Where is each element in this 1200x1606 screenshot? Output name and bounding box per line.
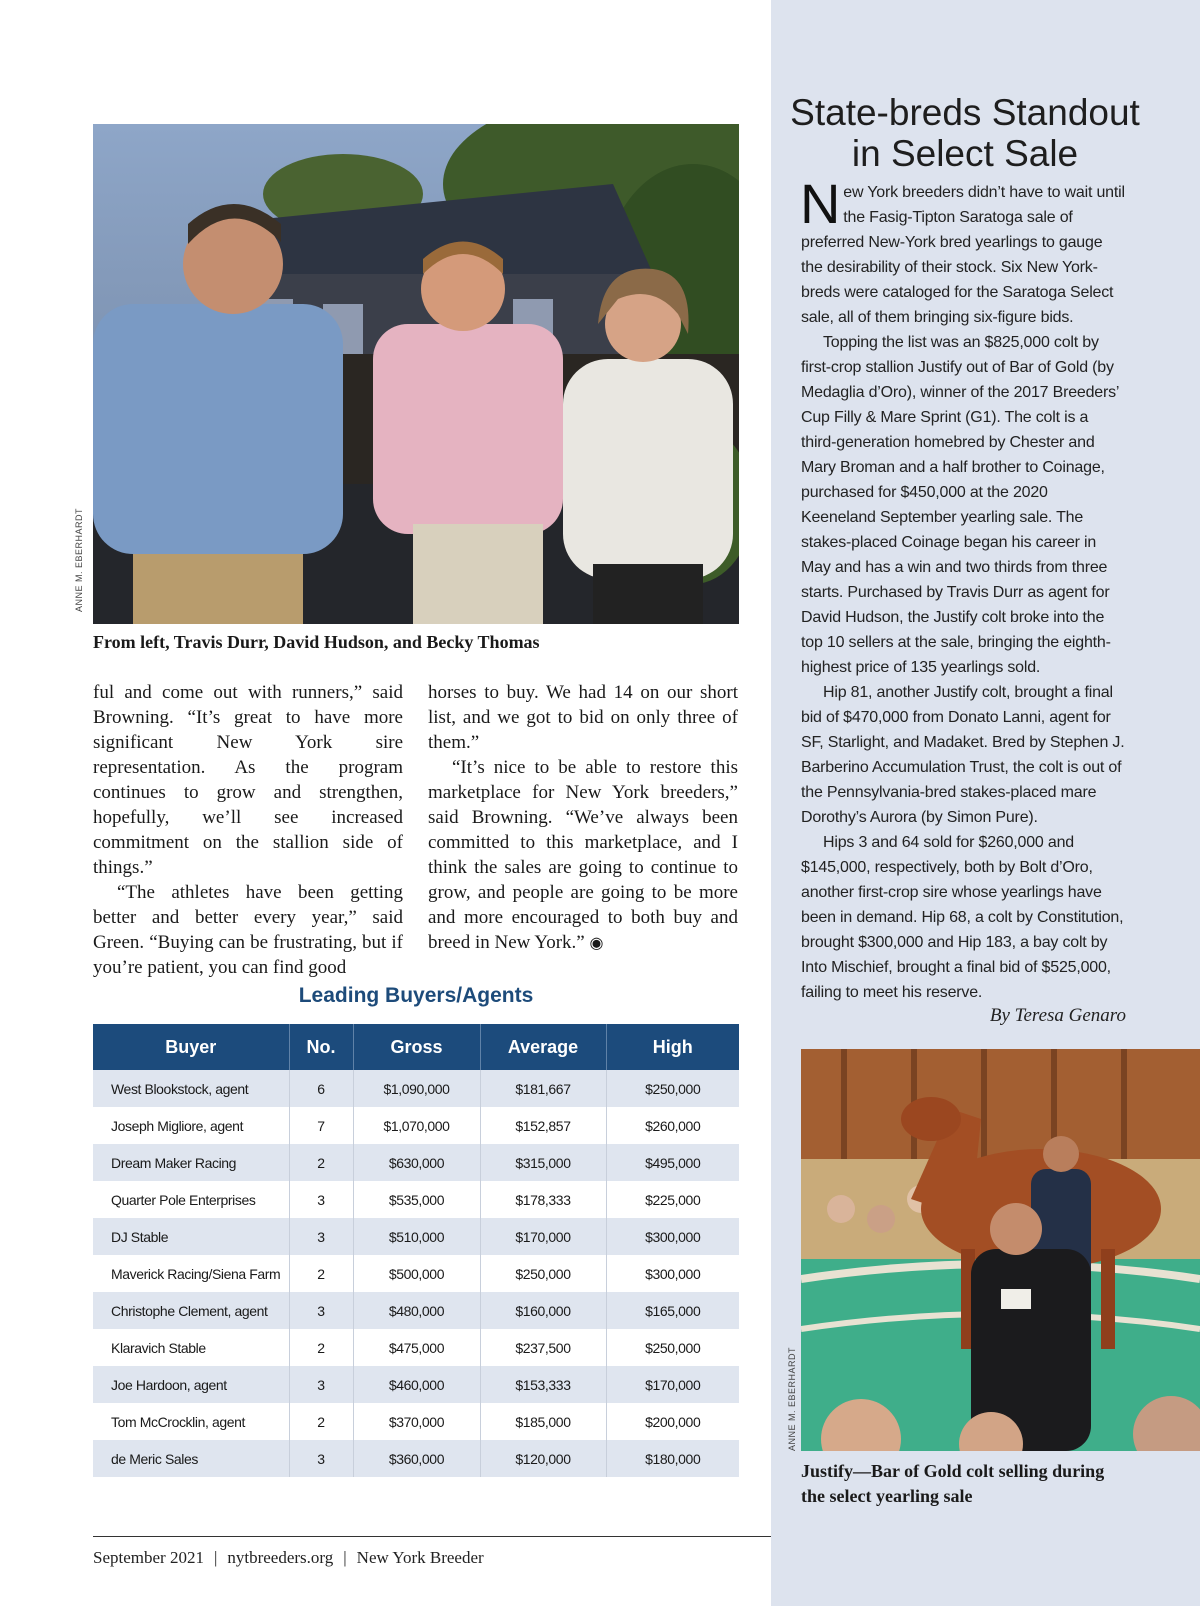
cell-average: $170,000: [480, 1218, 606, 1255]
header-average: Average: [480, 1024, 606, 1070]
cell-average: $237,500: [480, 1329, 606, 1366]
article-column-2: [428, 680, 738, 956]
table-row: [93, 1144, 739, 1181]
photo1-credit: ANNE M. EBERHARDT: [74, 507, 84, 612]
byline: By Teresa Genaro: [989, 1005, 1126, 1026]
cell-high: $180,000: [606, 1440, 739, 1477]
cell-no: 7: [289, 1107, 353, 1144]
table-row: [93, 1366, 739, 1403]
table-row: [93, 1403, 739, 1440]
page-footer: September 2021 | nytbreeders.org | New York Breeder: [93, 1548, 484, 1567]
cell-average: $181,667: [480, 1070, 606, 1107]
cell-no: 6: [289, 1070, 353, 1107]
table-row: [93, 1181, 739, 1218]
footer-site-link[interactable]: nytbreeders.org: [227, 1548, 334, 1567]
cell-gross: $1,070,000: [353, 1107, 480, 1144]
cell-high: $250,000: [606, 1329, 739, 1366]
cell-buyer: Christophe Clement, agent: [93, 1292, 289, 1329]
photo2-caption: Justify—Bar of Gold colt selling during the select yearling sale: [801, 1461, 1105, 1506]
table-row: [93, 1070, 739, 1107]
sidebar-title: State-breds Standout in Select Sale: [790, 92, 1140, 174]
cell-average: $153,333: [480, 1366, 606, 1403]
cell-average: $185,000: [480, 1403, 606, 1440]
cell-gross: $360,000: [353, 1440, 480, 1477]
photo2-credit: ANNE M. EBERHARDT: [787, 1346, 797, 1451]
photo1-caption: From left, Travis Durr, David Hudson, and Becky Thomas: [93, 632, 540, 652]
cell-average: $250,000: [480, 1255, 606, 1292]
footer-publication: New York Breeder: [356, 1548, 484, 1567]
cell-gross: $510,000: [353, 1218, 480, 1255]
sidebar-paragraph: New York breeders didn’t have to wait until the Fasig-Tipton Saratoga sale of preferred New-York bred yearlings to gauge the desirability of their stock. Six New York-breds were cataloged for the Saratoga Select sale, all of them bringing six-figure bids.: [800, 172, 1125, 326]
photo-durr-hudson-thomas: [93, 124, 739, 624]
footer-date: September 2021: [93, 1548, 204, 1567]
article-column-1: [93, 680, 403, 980]
end-mark-icon: ◉: [589, 935, 604, 952]
cell-high: $495,000: [606, 1144, 739, 1181]
col2-paragraph: horses to buy. We had 14 on our short list, and we got to bid on only three of them.”: [428, 682, 738, 753]
cell-buyer: de Meric Sales: [93, 1440, 289, 1477]
leading-buyers-table: [93, 1024, 739, 1477]
cell-buyer: Tom McCrocklin, agent: [93, 1403, 289, 1440]
col2-paragraph: “It’s nice to be able to restore this marketplace for New York breeders,” said Browning. “We’ve always been committed to this marketplace, and I think the sales are going to continue to grow, and people are going to be more and more encouraged to both buy and breed in New York.” ◉: [428, 757, 738, 953]
cell-no: 2: [289, 1144, 353, 1181]
cell-high: $260,000: [606, 1107, 739, 1144]
cell-high: $200,000: [606, 1403, 739, 1440]
cell-buyer: Joe Hardoon, agent: [93, 1366, 289, 1403]
cell-no: 3: [289, 1181, 353, 1218]
cell-gross: $460,000: [353, 1366, 480, 1403]
cell-average: $178,333: [480, 1181, 606, 1218]
table-title: Leading Buyers/Agents: [298, 984, 534, 1007]
cell-no: 3: [289, 1292, 353, 1329]
table-row: [93, 1255, 739, 1292]
cell-gross: $1,090,000: [353, 1070, 480, 1107]
cell-high: $170,000: [606, 1366, 739, 1403]
cell-average: $120,000: [480, 1440, 606, 1477]
table-header-row: [93, 1024, 739, 1070]
cell-high: $225,000: [606, 1181, 739, 1218]
cell-buyer: West Blookstock, agent: [93, 1070, 289, 1107]
table-row: [93, 1440, 739, 1477]
cell-no: 3: [289, 1218, 353, 1255]
cell-average: $152,857: [480, 1107, 606, 1144]
cell-buyer: Maverick Racing/Siena Farm: [93, 1255, 289, 1292]
cell-buyer: DJ Stable: [93, 1218, 289, 1255]
drop-cap: N: [800, 172, 841, 235]
cell-gross: $535,000: [353, 1181, 480, 1218]
cell-no: 2: [289, 1403, 353, 1440]
table-row: [93, 1107, 739, 1144]
photo2-illustration: [801, 1049, 1200, 1451]
photo-justify-colt-sale: [801, 1049, 1200, 1451]
cell-no: 2: [289, 1329, 353, 1366]
cell-gross: $630,000: [353, 1144, 480, 1181]
sidebar-paragraph: Topping the list was an $825,000 colt by first-crop stallion Justify out of Bar of Gold (by Medaglia d’Oro), winner of the 2017 Breeders’ Cup Filly & Mare Sprint (G1). The colt is a third-generation homebred by Chester and Mary Broman and a half brother to Coinage, purchased for $450,000 at the 2020 Keeneland September yearling sale. The stakes-placed Coinage began his career in May and has a win and two thirds from three starts. Purchased by Travis Durr as agent for David Hudson, the Justify colt broke into the top 10 sellers at the sale, bringing the eighth-highest price of 135 yearlings sold.: [801, 334, 1119, 676]
sidebar-paragraph: Hips 3 and 64 sold for $260,000 and $145,000, respectively, both by Bolt d’Oro, another first-crop sire whose yearlings have been in demand. Hip 68, a colt by Constitution, brought $300,000 and Hip 183, a bay colt by Into Mischief, brought a final bid of $525,000, failing to meet his reserve.: [801, 834, 1124, 1001]
cell-buyer: Quarter Pole Enterprises: [93, 1181, 289, 1218]
col1-paragraph: ful and come out with runners,” said Browning. “It’s great to have more significant New York sire representation. As the program continues to grow and strengthen, hopefully, we’ll see increased commitment on the stallion side of things.”: [93, 682, 403, 878]
cell-buyer: Dream Maker Racing: [93, 1144, 289, 1181]
header-buyer: Buyer: [93, 1024, 289, 1070]
header-no: No.: [289, 1024, 353, 1070]
cell-buyer: Joseph Migliore, agent: [93, 1107, 289, 1144]
cell-average: $160,000: [480, 1292, 606, 1329]
cell-high: $250,000: [606, 1070, 739, 1107]
photo-illustration: [93, 124, 739, 624]
cell-gross: $370,000: [353, 1403, 480, 1440]
col1-paragraph: “The athletes have been getting better and better every year,” said Green. “Buying can be frustrating, but if you’re patient, you can find good: [93, 882, 403, 978]
header-gross: Gross: [353, 1024, 480, 1070]
table-row: [93, 1329, 739, 1366]
cell-high: $300,000: [606, 1218, 739, 1255]
sidebar-body: [800, 172, 1126, 1005]
cell-no: 2: [289, 1255, 353, 1292]
sidebar-paragraph: Hip 81, another Justify colt, brought a final bid of $470,000 from Donato Lanni, agent for SF, Starlight, and Madaket. Bred by Stephen J. Barberino Accumulation Trust, the colt is out of the Pennsylvania-bred stakes-placed mare Dorothy’s Aurora (by Simon Pure).: [801, 684, 1125, 826]
cell-gross: $480,000: [353, 1292, 480, 1329]
cell-no: 3: [289, 1440, 353, 1477]
cell-gross: $475,000: [353, 1329, 480, 1366]
cell-gross: $500,000: [353, 1255, 480, 1292]
table-row: [93, 1218, 739, 1255]
cell-average: $315,000: [480, 1144, 606, 1181]
cell-high: $300,000: [606, 1255, 739, 1292]
footer-rule: [93, 1536, 771, 1537]
table-row: [93, 1292, 739, 1329]
cell-buyer: Klaravich Stable: [93, 1329, 289, 1366]
cell-no: 3: [289, 1366, 353, 1403]
cell-high: $165,000: [606, 1292, 739, 1329]
header-high: High: [606, 1024, 739, 1070]
